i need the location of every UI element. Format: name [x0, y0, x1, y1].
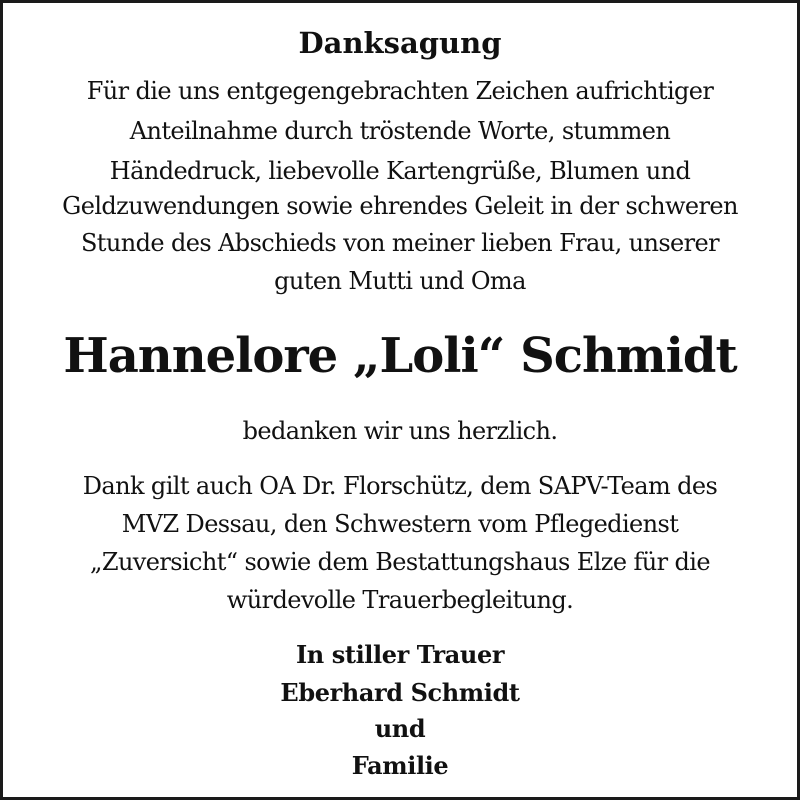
- gratitude-line: Dank gilt auch OA Dr. Florschütz, dem SAPV-Team des: [82, 472, 718, 500]
- signoff-line: und: [374, 714, 426, 743]
- intro-line: guten Mutti und Oma: [274, 267, 526, 295]
- intro-line: Für die uns entgegengebrachten Zeichen aufrichtiger: [86, 77, 714, 105]
- notice-heading: Danksagung: [298, 26, 502, 60]
- gratitude-line: „Zuversicht“ sowie dem Bestattungshaus Elze für die: [90, 548, 710, 576]
- intro-line: Stunde des Abschieds von meiner lieben Frau, unserer: [80, 229, 720, 257]
- intro-line: Anteilnahme durch tröstende Worte, stummen: [129, 117, 671, 145]
- signoff-line: In stiller Trauer: [295, 640, 505, 669]
- gratitude-line: MVZ Dessau, den Schwestern vom Pflegedienst: [121, 510, 679, 538]
- intro-line: Händedruck, liebevolle Kartengrüße, Blumen und: [109, 157, 691, 185]
- intro-line: Geldzuwendungen sowie ehrendes Geleit in der schweren: [62, 192, 738, 220]
- signoff-line: Eberhard Schmidt: [280, 678, 520, 707]
- deceased-name: Hannelore „Loli“ Schmidt: [63, 328, 737, 384]
- signoff-line: Familie: [351, 751, 449, 780]
- gratitude-line: würdevolle Trauerbegleitung.: [226, 586, 574, 614]
- thanks-line: bedanken wir uns herzlich.: [242, 417, 558, 445]
